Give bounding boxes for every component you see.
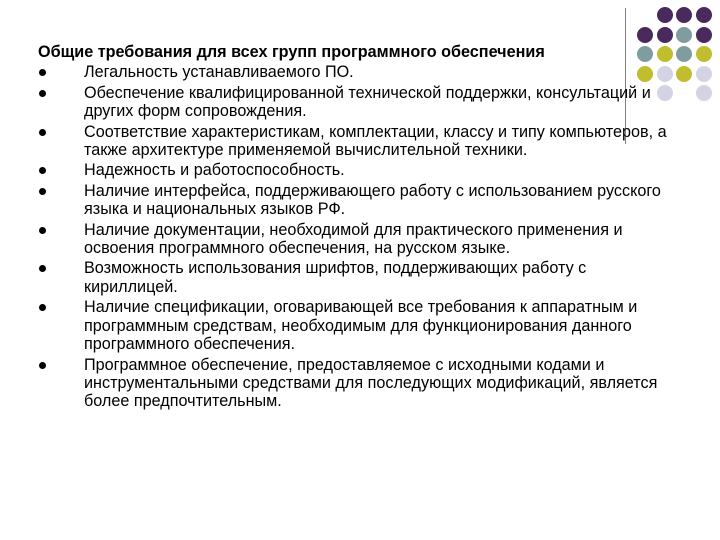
bullet-icon [39, 227, 46, 234]
decorative-dot [696, 66, 712, 82]
bullet-icon [39, 362, 46, 369]
decorative-dot [676, 46, 692, 62]
decorative-dot [657, 7, 673, 23]
decorative-dot [696, 46, 712, 62]
list-item-text: Возможность использования шрифтов, поддерживающих работу с кириллицей. [84, 259, 587, 296]
list-item-text: Наличие документации, необходимой для практического применения и освоения программного обеспечения, на русском языке. [84, 220, 623, 258]
bullet-icon [39, 167, 46, 174]
list-item [38, 221, 678, 258]
list-item-text: Наличие интерфейса, поддерживающего работу с использованием русского языка и национальных языков РФ. [84, 181, 661, 219]
list-item-text: Программное обеспечение, предоставляемое с исходными кодами и инструментальными средствами для последующих модификаций, является более предпочтительным. [84, 355, 658, 411]
list-item [38, 161, 678, 179]
bullet-icon [39, 69, 46, 76]
slide-content [38, 43, 678, 413]
decorative-dot [657, 27, 673, 43]
bullet-icon [39, 304, 46, 311]
list-item [38, 259, 678, 296]
list-item [38, 298, 678, 353]
decorative-dot [696, 27, 712, 43]
list-item-text: Соответствие характеристикам, комплектации, классу и типу компьютеров, а также архитектуре применяемой вычислительной техники. [84, 122, 667, 160]
decorative-dot [696, 7, 712, 23]
list-item [38, 63, 678, 81]
bullet-icon [39, 90, 46, 97]
list-item-text: Надежность и работоспособность. [84, 161, 345, 180]
bullet-icon [39, 265, 46, 272]
list-item [38, 84, 678, 121]
list-item-text: Обеспечение квалифицированной технической поддержки, консультаций и других форм сопровождения. [84, 83, 651, 121]
bullet-icon [39, 129, 46, 136]
slide-heading: Общие требования для всех групп программного обеспечения [38, 43, 545, 61]
list-item-text: Наличие спецификации, оговаривающей все требования к аппаратным и программным средствам, необходимым для функционирования данного программного обеспечения. [84, 298, 638, 354]
list-item [38, 356, 678, 411]
list-item-text: Легальность устанавливаемого ПО. [84, 63, 354, 82]
decorative-dot [696, 85, 712, 101]
decorative-dot [676, 7, 692, 23]
decorative-dot [676, 66, 692, 82]
list-item [38, 182, 678, 219]
decorative-dot [676, 27, 692, 43]
bullet-list [38, 63, 678, 410]
bullet-icon [39, 188, 46, 195]
list-item [38, 123, 678, 160]
decorative-dot [637, 27, 653, 43]
